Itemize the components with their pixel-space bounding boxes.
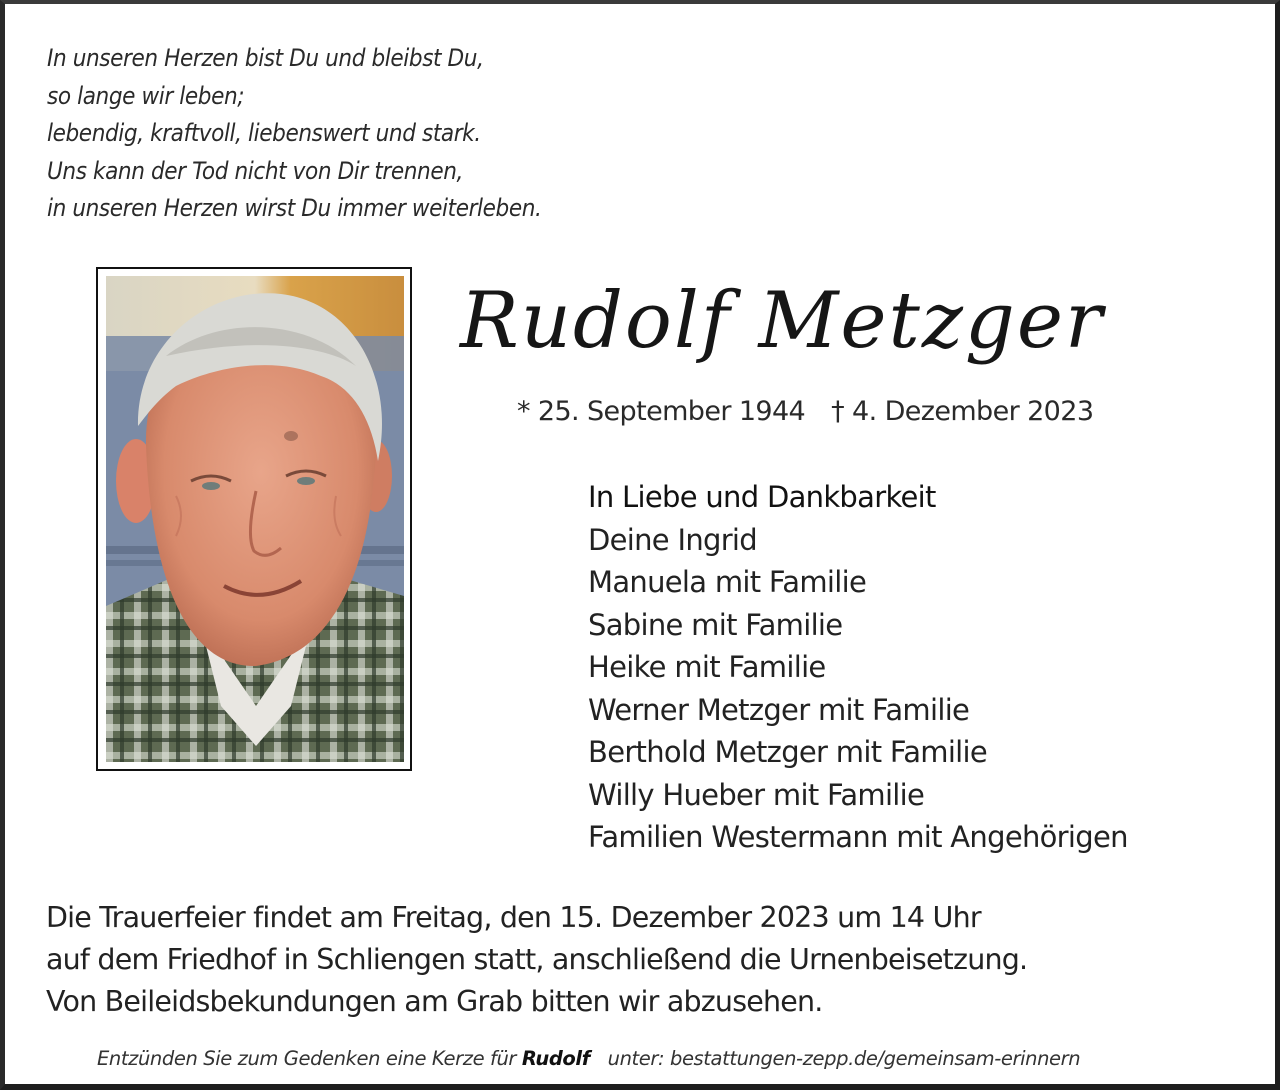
- service-line: Die Trauerfeier findet am Freitag, den 15. Dezember 2023 um 14 Uhr: [46, 901, 981, 934]
- poem-line: in unseren Herzen wirst Du immer weiterleben.: [47, 194, 542, 222]
- poem-line: Uns kann der Tod nicht von Dir trennen,: [47, 156, 463, 185]
- service-line: Von Beileidsbekundungen am Grab bitten wir abzusehen.: [46, 985, 823, 1018]
- poem-line: In unseren Herzen bist Du und bleibst Du,: [47, 44, 484, 72]
- service-line: auf dem Friedhof in Schliengen statt, anschließend die Urnenbeisetzung.: [46, 943, 1028, 976]
- deceased-name: Rudolf Metzger: [460, 276, 1105, 366]
- life-dates: [517, 396, 1093, 427]
- mourners-list: [588, 476, 1128, 859]
- mourner-name: Heike mit Familie: [588, 650, 826, 684]
- footer-link-text: unter: bestattungen-zepp.de/gemeinsam-erinnern: [607, 1047, 1081, 1070]
- mourners-heading: In Liebe und Dankbarkeit: [588, 480, 936, 514]
- mourner-name: Manuela mit Familie: [588, 565, 867, 599]
- mourner-name: Familien Westermann mit Angehörigen: [588, 820, 1128, 854]
- mourner-name: Deine Ingrid: [588, 522, 757, 557]
- portrait-photo: [106, 276, 404, 762]
- mourner-name: Berthold Metzger mit Familie: [588, 735, 988, 769]
- mourner-name: Werner Metzger mit Familie: [588, 692, 970, 727]
- memorial-poem: [47, 40, 542, 228]
- footer-prefix: Entzünden Sie zum Gedenken eine Kerze für: [97, 1047, 517, 1070]
- portrait-frame: [96, 267, 412, 771]
- mourner-name: Sabine mit Familie: [588, 607, 843, 642]
- death-date: † 4. Dezember 2023: [831, 396, 1094, 427]
- service-details: [46, 897, 1027, 1023]
- mourner-name: Willy Hueber mit Familie: [588, 777, 925, 812]
- poem-line: lebendig, kraftvoll, liebenswert und stark.: [47, 119, 481, 147]
- candle-footer: [97, 1047, 1080, 1070]
- portrait-image: [106, 276, 404, 762]
- poem-line: so lange wir leben;: [47, 81, 245, 110]
- footer-first-name: Rudolf: [521, 1047, 590, 1070]
- birth-date: * 25. September 1944: [517, 396, 806, 427]
